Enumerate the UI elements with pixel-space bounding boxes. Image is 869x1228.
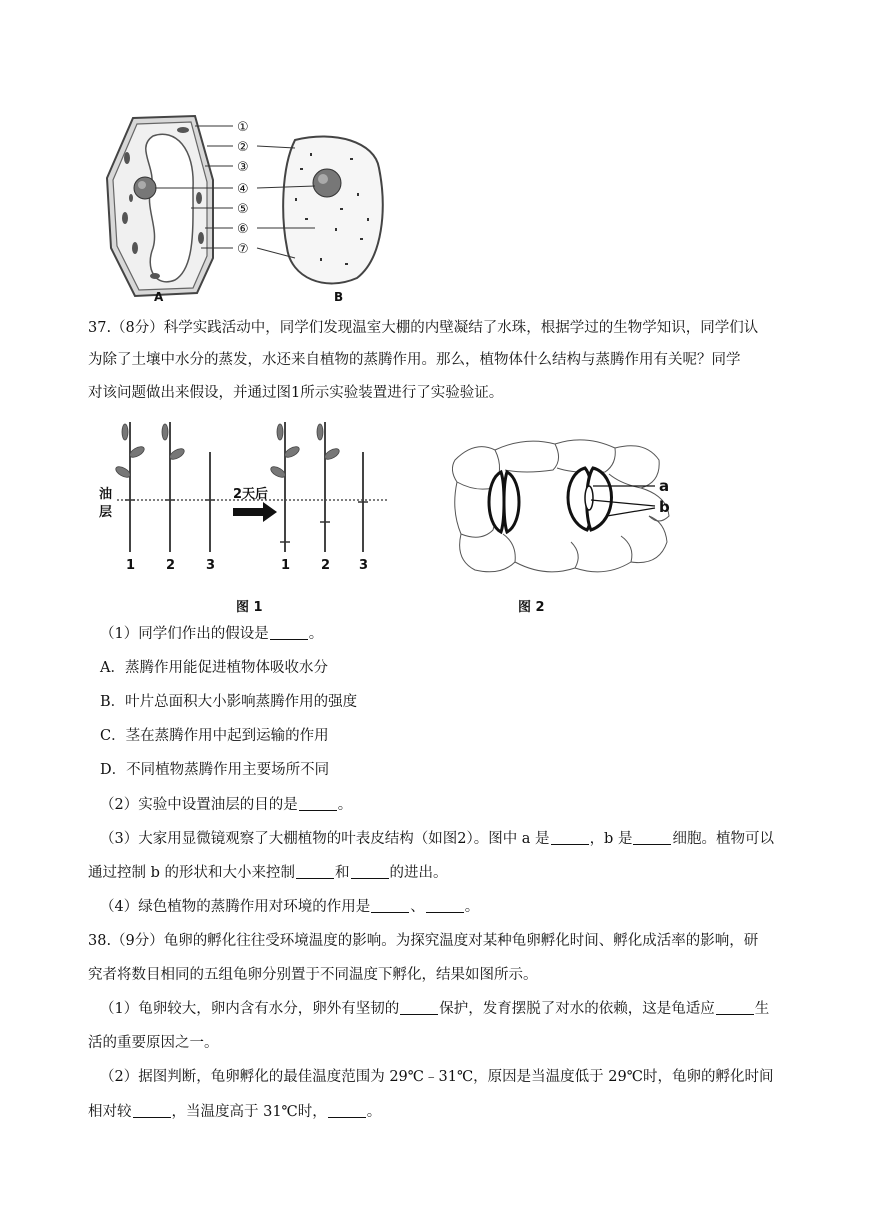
stem-num-5: 2 — [321, 558, 331, 573]
fig2-caption: 图 2 — [518, 600, 545, 615]
q38-stem-line2: 究者将数目相同的五组龟卵分别置于不同温度下孵化，结果如图所示。 — [88, 967, 538, 983]
oil-label-1: 油 — [99, 487, 113, 502]
fig2-label-b: b — [659, 498, 670, 516]
q38-part1-line2: 活的重要原因之一。 — [88, 1035, 219, 1051]
marker-5: ⑤ — [237, 202, 249, 217]
q37-option-b: B．叶片总面积大小影响蒸腾作用的强度 — [100, 694, 358, 710]
epidermis-figure-2 — [445, 430, 685, 580]
q37-part3-line1: （3）大家用显微镜观察了大棚植物的叶表皮结构（如图2）。图中 a 是 ，b 是 细胞。植物可以 — [100, 831, 774, 847]
stem-num-2: 2 — [166, 558, 176, 573]
answer-blank — [270, 625, 308, 640]
marker-7: ⑦ — [237, 242, 249, 257]
marker-1: ① — [237, 120, 249, 135]
stem-num-4: 1 — [281, 558, 291, 573]
answer-blank — [426, 898, 464, 913]
q37-option-d: D．不同植物蒸腾作用主要场所不同 — [100, 762, 330, 778]
answer-blank — [400, 1000, 438, 1015]
q37-stem-line1: 37.（8分）科学实践活动中，同学们发现温室大棚的内壁凝结了水珠，根据学过的生物学知识，同学们认 — [88, 320, 759, 336]
answer-blank — [551, 830, 589, 845]
stoma-right — [568, 468, 612, 530]
marker-3: ③ — [237, 160, 249, 175]
q38-stem-line1: 38.（9分）龟卵的孵化往往受环境温度的影响。为探究温度对某种龟卵孵化时间、孵化成活率的影响，研 — [88, 933, 759, 949]
animal-cell-membrane — [283, 136, 382, 283]
stem-num-1: 1 — [126, 558, 136, 573]
answer-blank — [299, 796, 337, 811]
vacuole — [146, 134, 193, 282]
q37-option-c: C．茎在蒸腾作用中起到运输的作用 — [100, 728, 329, 744]
q37-stem-line3: 对该问题做出来假设，并通过图1所示实验装置进行了实验验证。 — [88, 385, 504, 401]
q38-part2-line1: （2）据图判断，龟卵孵化的最佳温度范围为 29℃﹣31℃，原因是当温度低于 29℃时，龟卵的孵化时间 — [100, 1069, 774, 1085]
marker-2: ② — [237, 140, 249, 155]
marker-4: ④ — [237, 182, 249, 197]
fig2-label-a: a — [659, 477, 670, 495]
cell-label-a: A — [154, 290, 164, 304]
arrow-label: 2天后 — [233, 487, 269, 502]
q38-part2-line2: 相对较 ，当温度高于 31℃时， 。 — [88, 1104, 382, 1120]
oil-label-2: 层 — [99, 505, 113, 520]
q37-part3-line2: 通过控制 b 的形状和大小来控制 和 的进出。 — [88, 865, 448, 881]
q37-option-a: A．蒸腾作用能促进植物体吸收水分 — [100, 660, 328, 676]
answer-blank — [371, 898, 409, 913]
right-arrow-icon — [233, 502, 277, 522]
answer-blank — [633, 830, 671, 845]
experiment-figure-1 — [95, 412, 395, 577]
animal-nucleus — [313, 169, 341, 197]
stoma-left — [489, 472, 519, 532]
answer-blank — [328, 1103, 366, 1118]
q37-stem-line2: 为除了土壤中水分的蒸发，水还来自植物的蒸腾作用。那么，植物体什么结构与蒸腾作用有关呢？同学 — [88, 352, 741, 368]
answer-blank — [133, 1103, 171, 1118]
fig1-caption: 图 1 — [236, 600, 263, 615]
answer-blank — [716, 1000, 754, 1015]
q37-part1: （1）同学们作出的假设是 。 — [100, 626, 324, 642]
stem-num-3: 3 — [206, 558, 216, 573]
answer-blank — [296, 864, 334, 879]
stem-num-6: 3 — [359, 558, 369, 573]
cell-label-b: B — [334, 290, 344, 304]
q37-part2: （2）实验中设置油层的目的是 。 — [100, 797, 353, 813]
marker-6: ⑥ — [237, 222, 249, 237]
q37-part4: （4）绿色植物的蒸腾作用对环境的作用是 、 。 — [100, 899, 480, 915]
cell-diagram — [95, 108, 405, 308]
plant-nucleus — [134, 177, 156, 199]
answer-blank — [351, 864, 389, 879]
q38-part1-line1: （1）龟卵较大，卵内含有水分，卵外有坚韧的 保护，发育摆脱了对水的依赖，这是龟适应 生 — [100, 1001, 770, 1017]
